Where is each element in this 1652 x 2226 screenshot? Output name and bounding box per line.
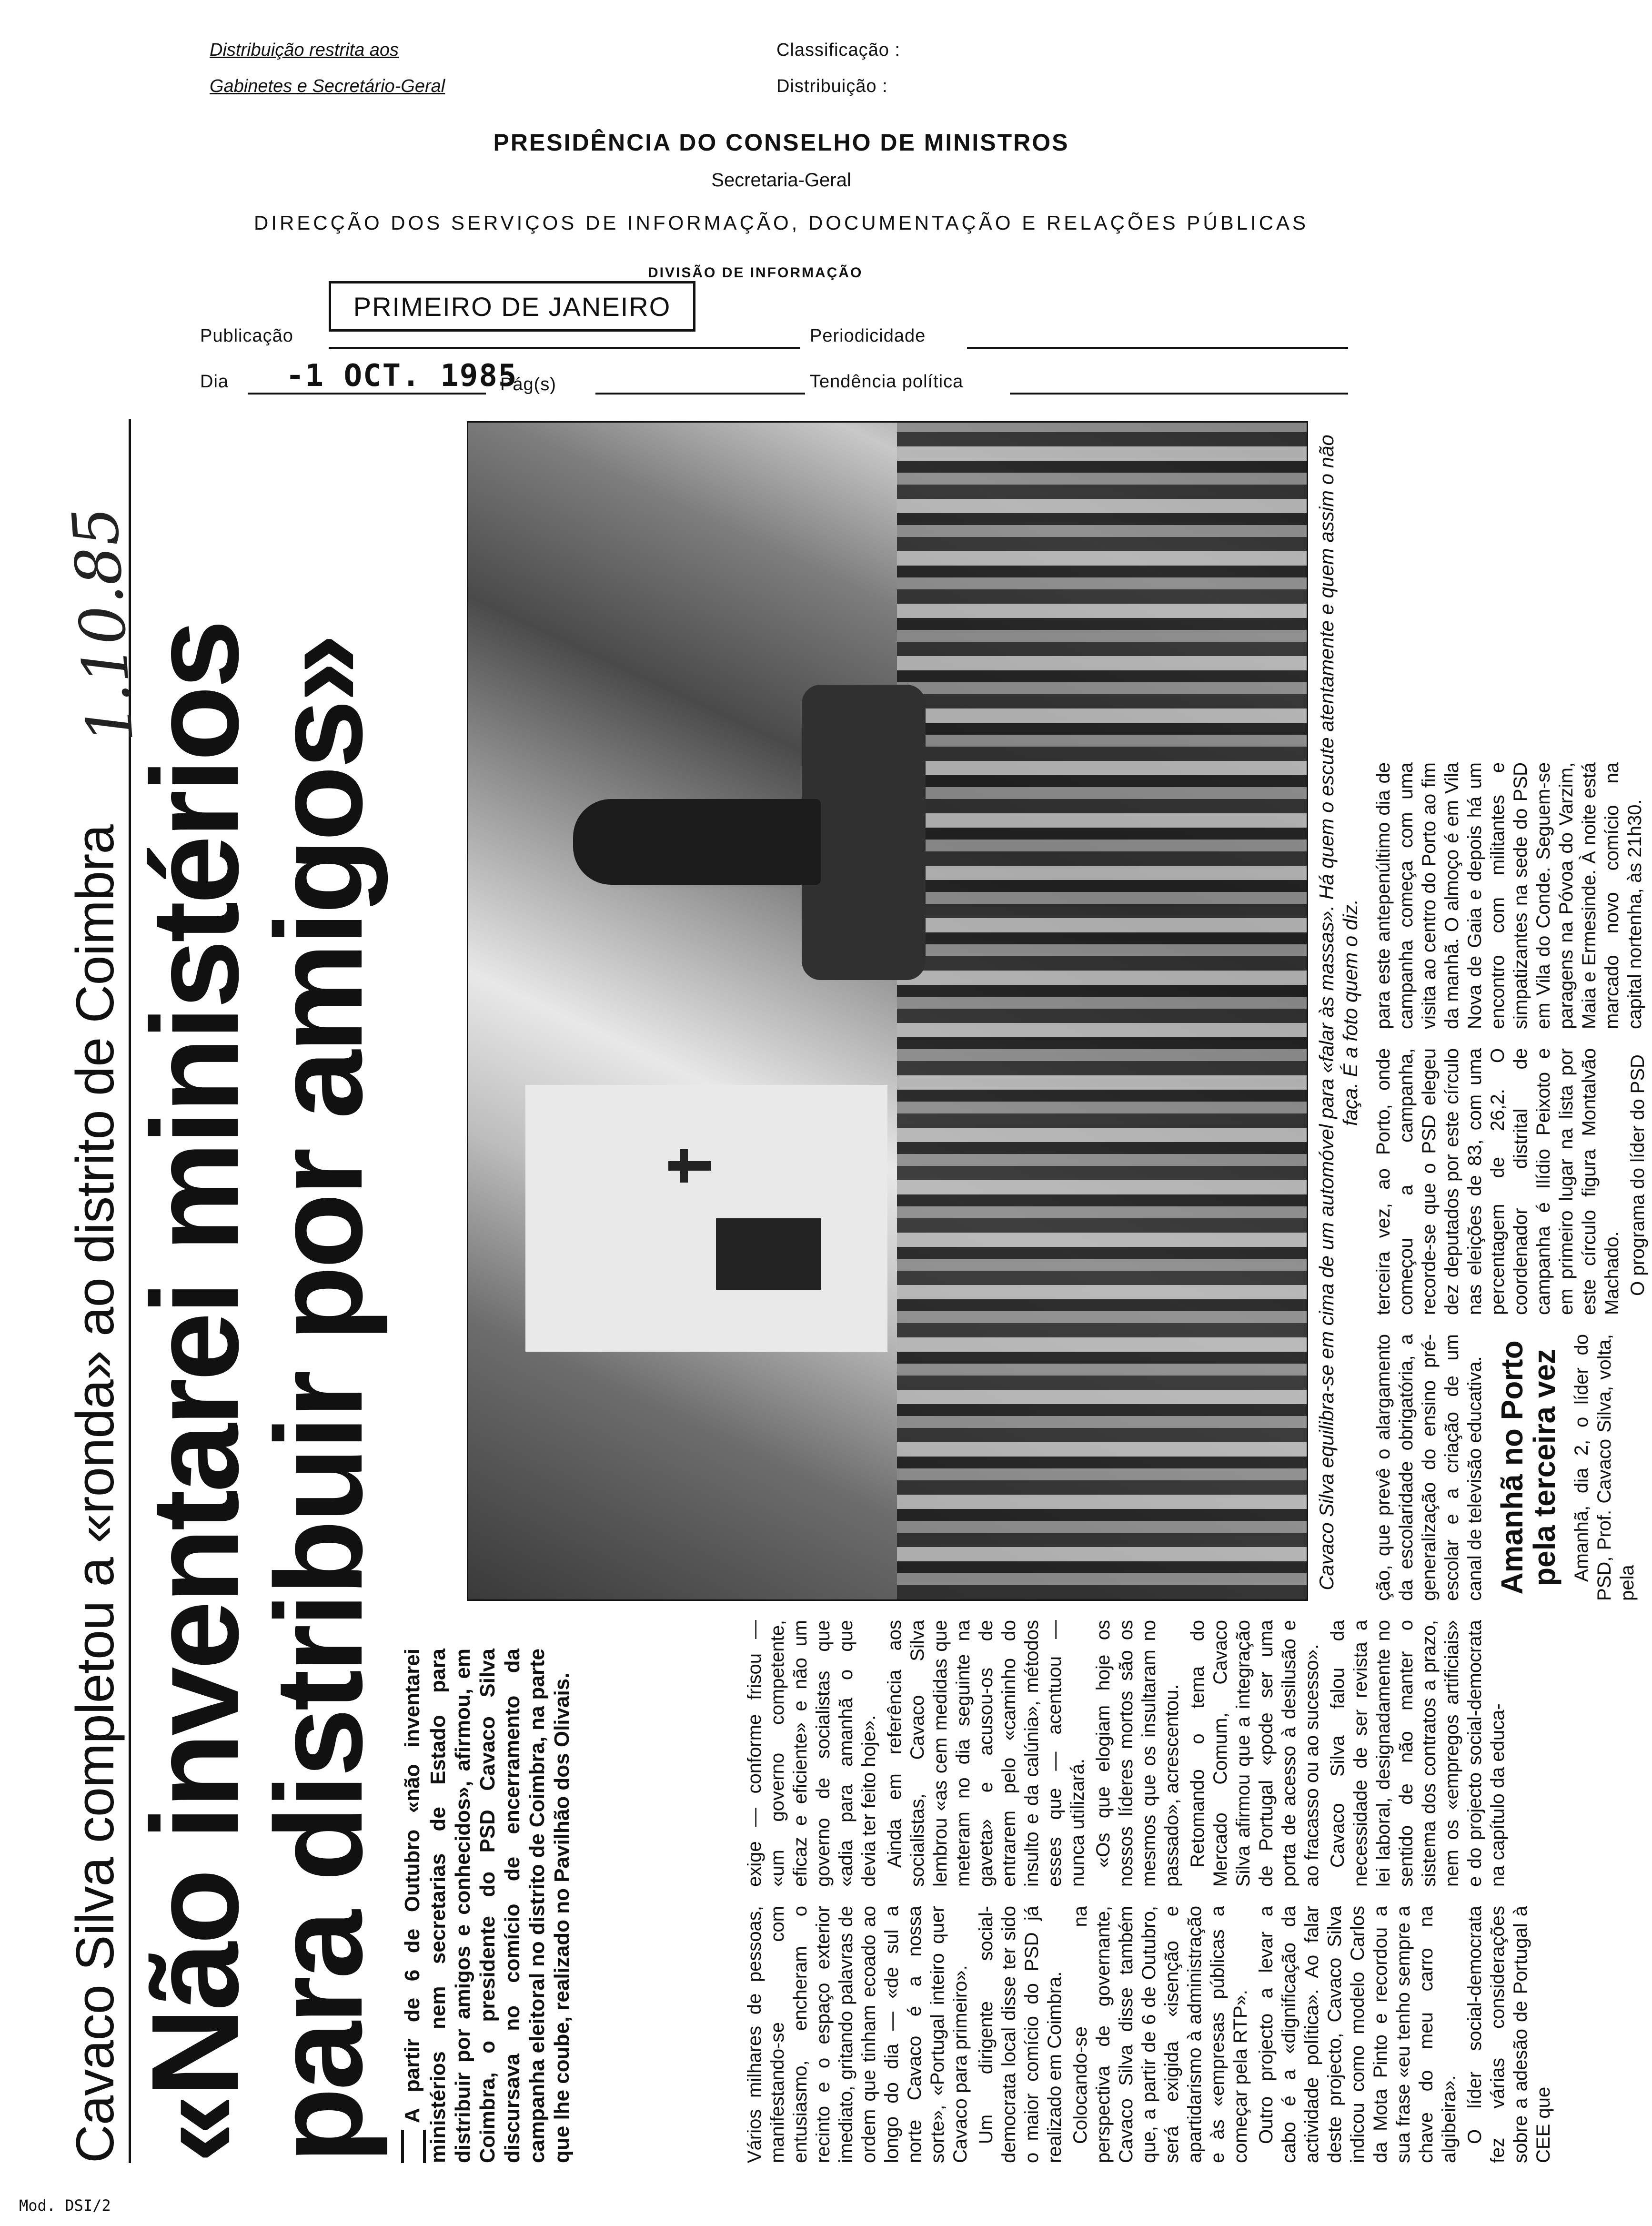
photo-speaker-figure bbox=[573, 799, 821, 885]
institution-title: PRESIDÊNCIA DO CONSELHO DE MINISTROS bbox=[493, 129, 1069, 156]
article-column-3 bbox=[1372, 1334, 1642, 1601]
distribution-label: Distribuição : bbox=[776, 76, 888, 96]
headline-line-1: «Não inventarei ministérios bbox=[126, 622, 264, 2163]
periodicity-line bbox=[967, 347, 1348, 349]
paragraph: Outro projecto a levar a cabo é a «dignificação da actividade política». Ao falar deste projecto, Cavaco Silva indicou como modelo Carlos da Mota Pinto e recordou a sua frase «eu tenho sempre a chave do meu carro na algibeira». bbox=[1256, 1906, 1460, 2163]
publication-label: Publicação bbox=[200, 326, 293, 346]
political-tendency-label: Tendência política bbox=[810, 372, 964, 392]
headline-line-2: para distribuir por amigos» bbox=[250, 636, 388, 2163]
publication-line bbox=[329, 347, 800, 349]
paragraph: O programa do líder do PSD bbox=[1627, 1054, 1648, 1296]
clipping-rotated-content bbox=[57, 410, 1648, 2182]
paragraph: Cavaco Silva falou da necessidade de ser revista a lei laboral, designadamente no sentido de não manter o sistema dos contratos a prazo, nem os «empregos artificiais» e do projecto social-democrata na capítulo da educa- bbox=[1327, 1620, 1508, 1887]
paragraph: Colocando-se na perspectiva de governante, Cavaco Silva disse também que, a partir de 6 de Outubro, será exigida «isenção e apartidarismo à administração e às «empresas públicas a começar pela RTP». bbox=[1070, 1906, 1251, 2163]
lead-marker bbox=[401, 2130, 426, 2163]
paragraph: ção, que prevê o alargamento da escolaridade obrigatória, a generalização do ensino pré-escolar e a criação de um canal de televisão educativa. bbox=[1373, 1334, 1485, 1601]
newspaper-clipping bbox=[57, 410, 1648, 2182]
paragraph: Um dirigente social-democrata local disse ter sido o maior comício do PSD já realizado em Coimbra. bbox=[976, 1906, 1065, 2163]
paragraph: O líder social-democrata fez várias considerações sobre a adesão de Portugal à CEE que bbox=[1464, 1906, 1554, 2163]
photo-window bbox=[716, 1218, 821, 1290]
article-subhead: Amanhã no Porto pela terceira vez bbox=[1495, 1340, 1561, 1595]
paragraph: Ainda em referência aos socialistas, Cavaco Silva lembrou «as cem medidas que meteram no dia seguinte na gaveta» e acusou-os de entrarem pelo «caminho do insulto e da calúnia», métodos esses que — acentuou — nunca utilizará. bbox=[884, 1620, 1088, 1887]
article-lead bbox=[400, 1649, 574, 2163]
photo-building-wall bbox=[525, 1085, 887, 1352]
division-title: DIVISÃO DE INFORMAÇÃO bbox=[648, 265, 863, 281]
form-code: Mod. DSI/2 bbox=[19, 2196, 111, 2215]
paragraph: Retomando o tema do Mercado Comum, Cavaco Silva afirmou que a integração de Portugal «pode ser uma porta de acesso à desilusão e ao fracasso ou ao sucesso». bbox=[1187, 1620, 1322, 1887]
paragraph: para este antepenúltimo dia de campanha começa com uma visita ao centro do Porto ao fim da manhã. O almoço é em Vila Nova de Gaia e depois há um encontro com militantes e simpatizantes na sede do PSD em Vila do Conde. Seguem-se paragens na Póvoa do Varzim, Maia e Ermesinde. À noite está marcado novo comício na capital nortenha, às 21h30. bbox=[1373, 762, 1645, 1029]
lead-text: A partir de 6 de Outubro «não inventarei ministérios nem secretarias de Estado para distribuir por amigos e conhecidos», afirmou, em Coimbra, o presidente do PSD Cavaco Silva discursava no comício de encerramento da campanha eleitoral no distrito de Coimbra, na parte que lhe coube, realizado no Pavilhão dos Olivais. bbox=[401, 1649, 574, 2163]
directorate-title: DIRECÇÃO DOS SERVIÇOS DE INFORMAÇÃO, DOCUMENTAÇÃO E RELAÇÕES PÚBLICAS bbox=[253, 212, 1309, 234]
campaign-photo bbox=[467, 421, 1308, 1601]
political-tendency-line bbox=[1010, 393, 1348, 395]
article-column-4 bbox=[1372, 1048, 1652, 1315]
classification-label: Classificação : bbox=[776, 40, 900, 60]
pages-line bbox=[595, 393, 805, 395]
article-kicker: Cavaco Silva completou a «ronda» ao distrito de Coimbra bbox=[67, 419, 131, 2163]
photo-caption: Cavaco Silva equilibra-se em cima de um automóvel para «falar às massas». Há quem o escute atentamente e quem assim o não faça. É a foto quem o diz. bbox=[1315, 435, 1361, 1590]
photo-crowd bbox=[897, 423, 1307, 1599]
article-column-2 bbox=[743, 1620, 1512, 1887]
paragraph: Vários milhares de pessoas, manifestando-se com entusiasmo, encheram o recinto e o espaço exterior imediato, gritando palavras de ordem que tinham ecoado ao longo do dia — «de sul a norte Cavaco é a nossa sorte», «Portugal inteiro quer Cavaco para primeiro». bbox=[744, 1906, 971, 2163]
handwritten-date-note: 1.10.85 bbox=[58, 505, 148, 746]
paragraph: «Os que elogiam hoje os nossos líderes mortos são os mesmos que os insultaram no passado», acrescentou. bbox=[1093, 1620, 1182, 1887]
article-column-5 bbox=[1372, 762, 1649, 1029]
article-column-1 bbox=[743, 1906, 1558, 2163]
date-stamp: -1 OCT. 1985 bbox=[286, 358, 518, 394]
photo-cross bbox=[668, 1161, 711, 1171]
pages-label: Pág(s) bbox=[500, 374, 556, 395]
publication-stamp: PRIMEIRO DE JANEIRO bbox=[329, 281, 695, 332]
periodicity-label: Periodicidade bbox=[810, 326, 926, 346]
paragraph: Amanhã, dia 2, o líder do PSD, Prof. Cavaco Silva, volta, pela bbox=[1571, 1334, 1638, 1601]
paragraph: exige — conforme frisou — «um governo competente, eficaz e eficiente» e não um governo de socialistas que «adia para amanhã o que devia ter feito hoje». bbox=[744, 1620, 879, 1887]
distribution-note-line2: Gabinetes e Secretário-Geral bbox=[210, 76, 445, 96]
secretariat-title: Secretaria-Geral bbox=[711, 170, 851, 191]
paragraph: terceira vez, ao Porto, onde começou a campanha, recorde-se que o PSD elegeu dez deputados por este círculo nas eleições de 83, com uma percentagem de 26,2. O coordenador distrital de campanha é Ilídio Peixoto e em primeiro lugar na lista por este círculo figura Montalvão Machado. bbox=[1373, 1048, 1622, 1315]
day-label: Dia bbox=[200, 372, 229, 392]
distribution-note-line1: Distribuição restrita aos bbox=[210, 40, 399, 60]
